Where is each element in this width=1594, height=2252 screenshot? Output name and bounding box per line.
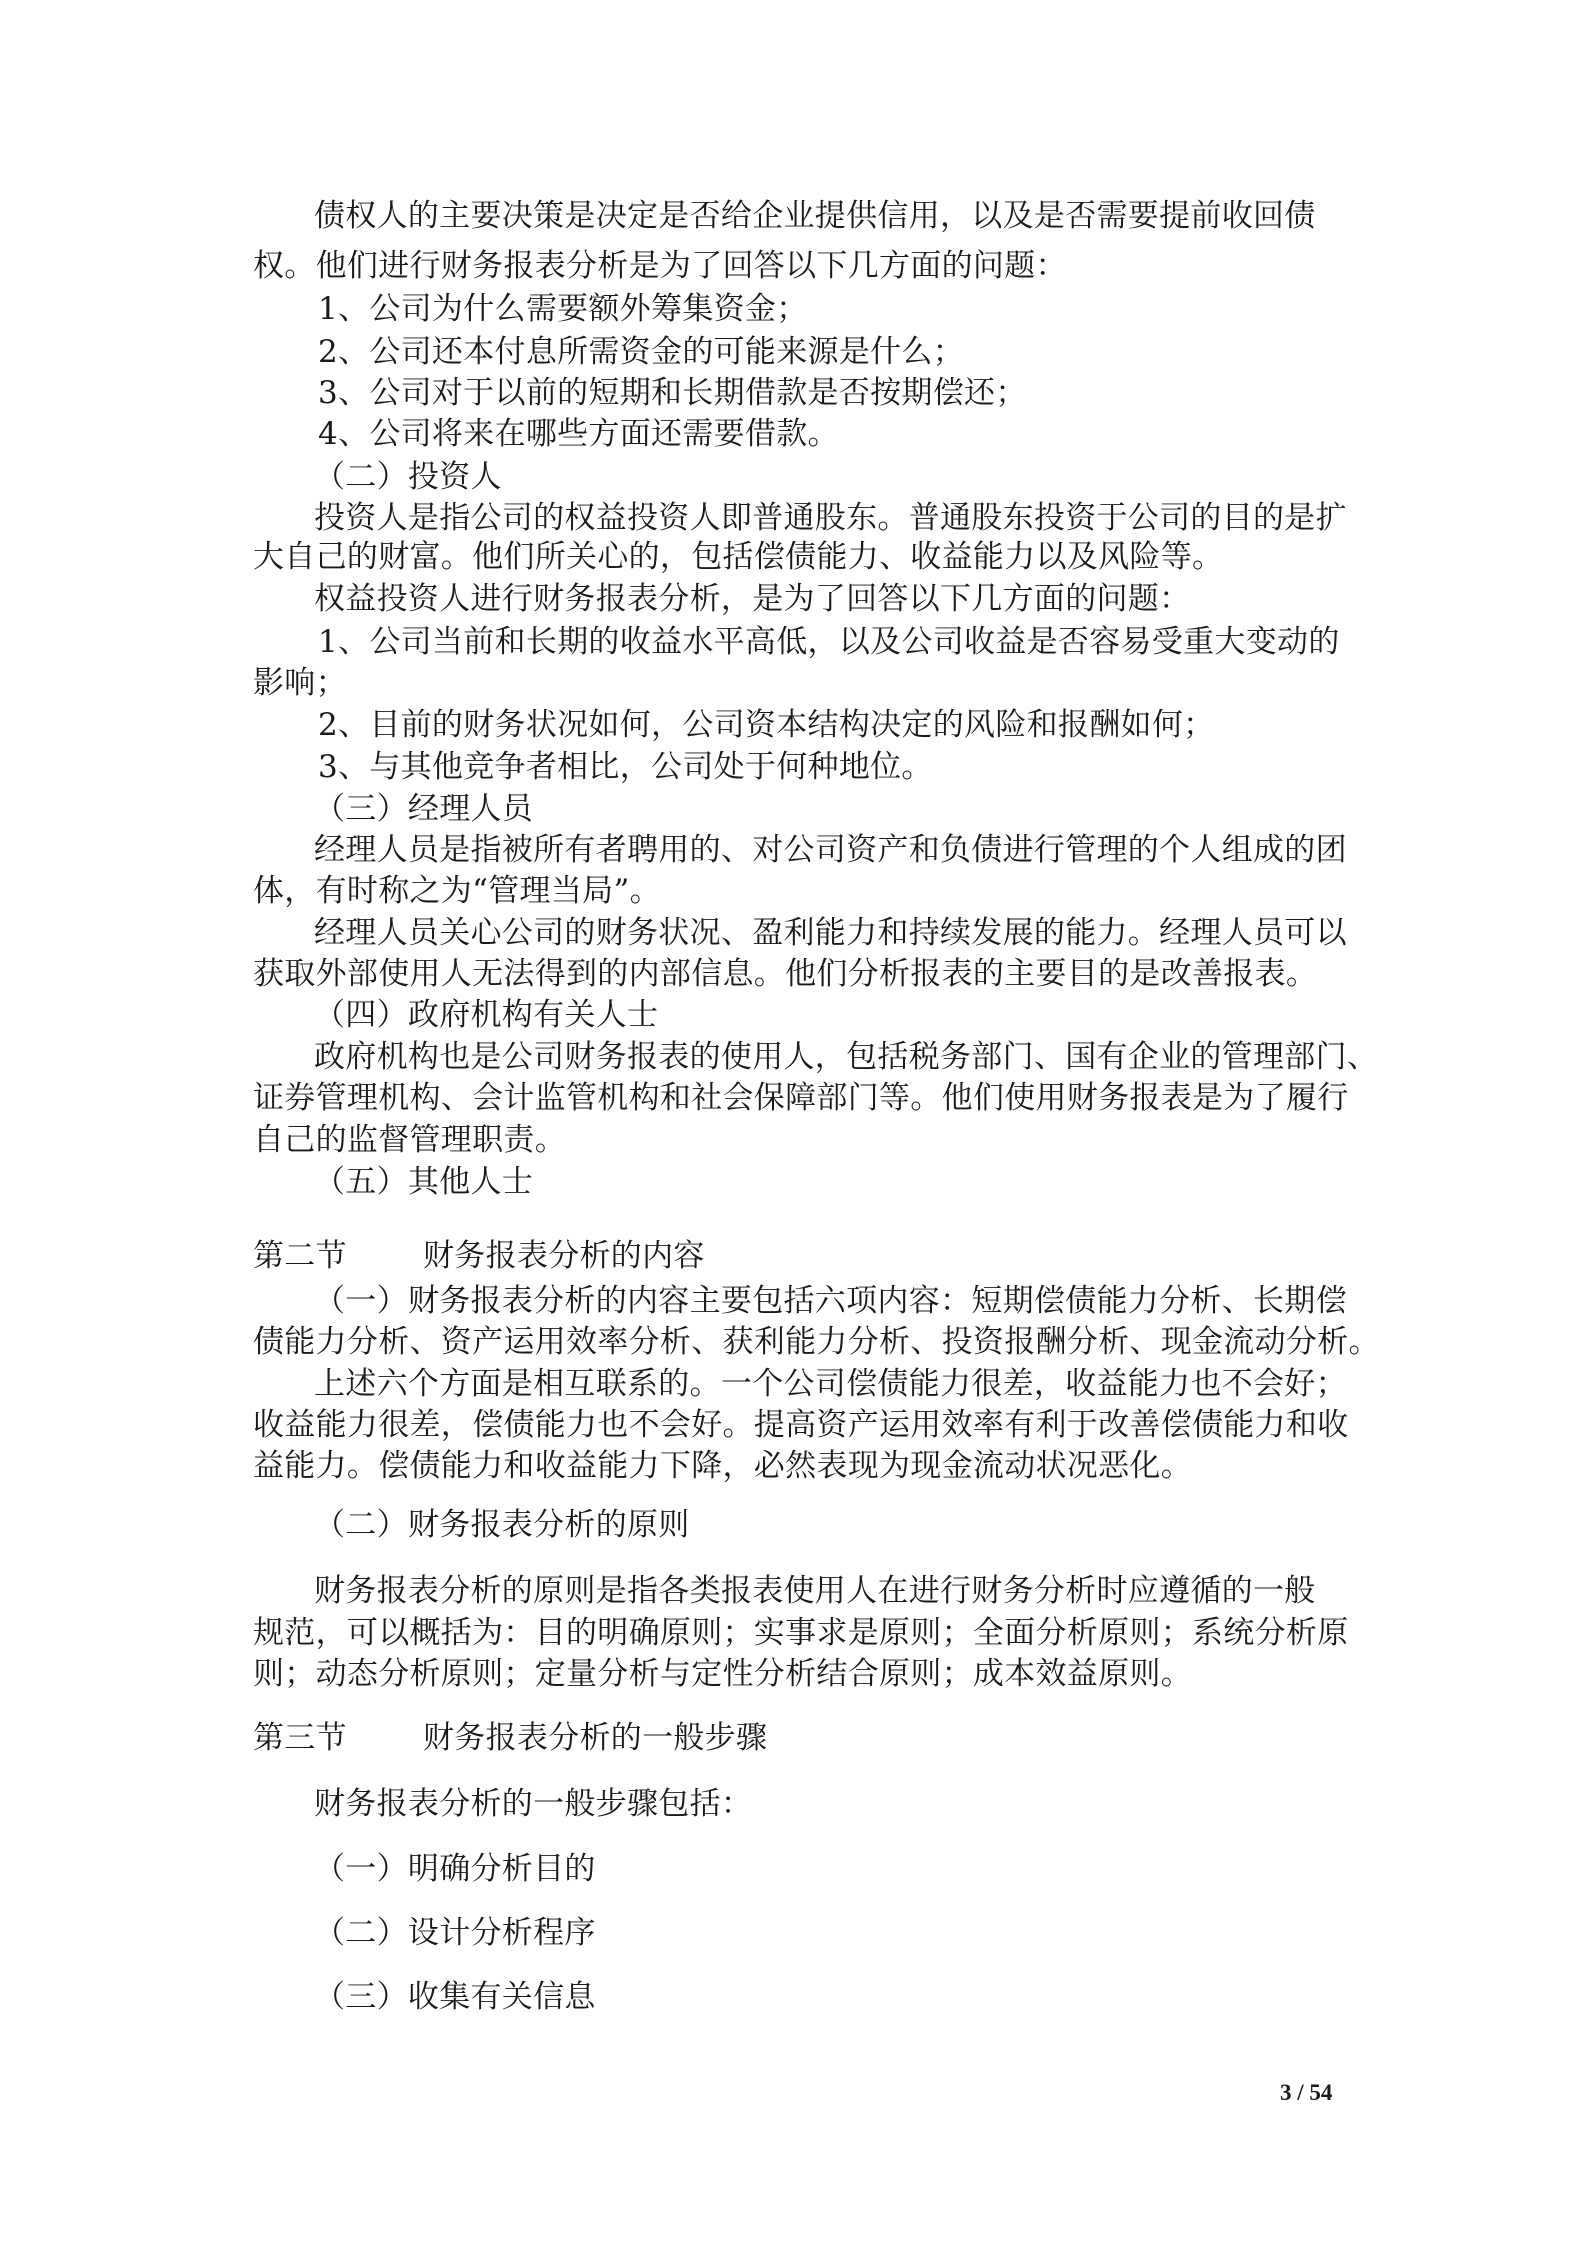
section-heading [253,1718,767,1758]
paragraph-line: 规范，可以概括为：目的明确原则；实事求是原则；全面分析原则；系统分析原 [253,1615,1349,1651]
list-item: 3、公司对于以前的短期和长期借款是否按期偿还； [318,375,1027,411]
subsection-label: （二）财务报表分析的原则 [314,1507,690,1543]
subsection-label: （四）政府机构有关人士 [314,997,659,1033]
paragraph-line: 债权人的主要决策是决定是否给企业提供信用，以及是否需要提前收回债 [314,198,1316,234]
list-item: （二）设计分析程序 [314,1915,596,1951]
paragraph-line: 大自己的财富。他们所关心的，包括偿债能力、收益能力以及风险等。 [253,539,1224,575]
section-title: 财务报表分析的内容 [423,1238,705,1274]
paragraph-line: 益能力。偿债能力和收益能力下降，必然表现为现金流动状况恶化。 [253,1448,1192,1484]
subsection-label: （二）投资人 [314,459,502,495]
list-item: 1、公司当前和长期的收益水平高低，以及公司收益是否容易受重大变动的 [318,624,1340,660]
list-item: （三）收集有关信息 [314,1979,596,2015]
paragraph-line: 自己的监督管理职责。 [253,1122,566,1158]
paragraph-line: 证券管理机构、会计监管机构和社会保障部门等。他们使用财务报表是为了履行 [253,1080,1349,1116]
paragraph-line: 财务报表分析的一般步骤包括： [314,1786,753,1822]
section-number: 第三节 [253,1720,347,1756]
list-item: 2、目前的财务状况如何，公司资本结构决定的风险和报酬如何； [318,707,1215,743]
paragraph-line: 则；动态分析原则；定量分析与定性分析结合原则；成本效益原则。 [253,1656,1192,1692]
paragraph-line: 权。他们进行财务报表分析是为了回答以下几方面的问题： [253,248,1067,284]
list-item: （一）明确分析目的 [314,1851,596,1887]
section-heading [253,1236,705,1276]
section-number: 第二节 [253,1238,347,1274]
subsection-label: （五）其他人士 [314,1164,534,1200]
list-item: 3、与其他竞争者相比，公司处于何种地位。 [318,749,933,785]
subsection-label: （三）经理人员 [314,791,534,827]
paragraph-line: 政府机构也是公司财务报表的使用人，包括税务部门、国有企业的管理部门、 [314,1039,1379,1075]
list-item: 4、公司将来在哪些方面还需要借款。 [318,416,839,452]
paragraph-line: 债能力分析、资产运用效率分析、获利能力分析、投资报酬分析、现金流动分析。 [253,1324,1380,1360]
section-title: 财务报表分析的一般步骤 [423,1720,768,1756]
paragraph-line: 获取外部使用人无法得到的内部信息。他们分析报表的主要目的是改善报表。 [253,956,1318,992]
paragraph-line: （一）财务报表分析的内容主要包括六项内容：短期偿债能力分析、长期偿 [314,1283,1347,1319]
paragraph-line: 经理人员关心公司的财务状况、盈利能力和持续发展的能力。经理人员可以 [314,915,1347,951]
paragraph-line: 权益投资人进行财务报表分析，是为了回答以下几方面的问题： [314,581,1191,617]
paragraph-line: 财务报表分析的原则是指各类报表使用人在进行财务分析时应遵循的一般 [314,1573,1316,1609]
paragraph-line: 上述六个方面是相互联系的。一个公司偿债能力很差，收益能力也不会好； [314,1366,1347,1402]
paragraph-line: 影响； [253,665,347,701]
list-item: 1、公司为什么需要额外筹集资金； [318,291,808,327]
page-number: 3 / 54 [1280,2080,1333,2105]
list-item: 2、公司还本付息所需资金的可能来源是什么； [318,334,965,370]
paragraph-line: 经理人员是指被所有者聘用的、对公司资产和负债进行管理的个人组成的团 [314,832,1347,868]
paragraph-line: 收益能力很差，偿债能力也不会好。提高资产运用效率有利于改善偿债能力和收 [253,1407,1349,1443]
paragraph-line: 体，有时称之为“管理当局”。 [253,873,661,909]
paragraph-line: 投资人是指公司的权益投资人即普通股东。普通股东投资于公司的目的是扩 [314,500,1347,536]
